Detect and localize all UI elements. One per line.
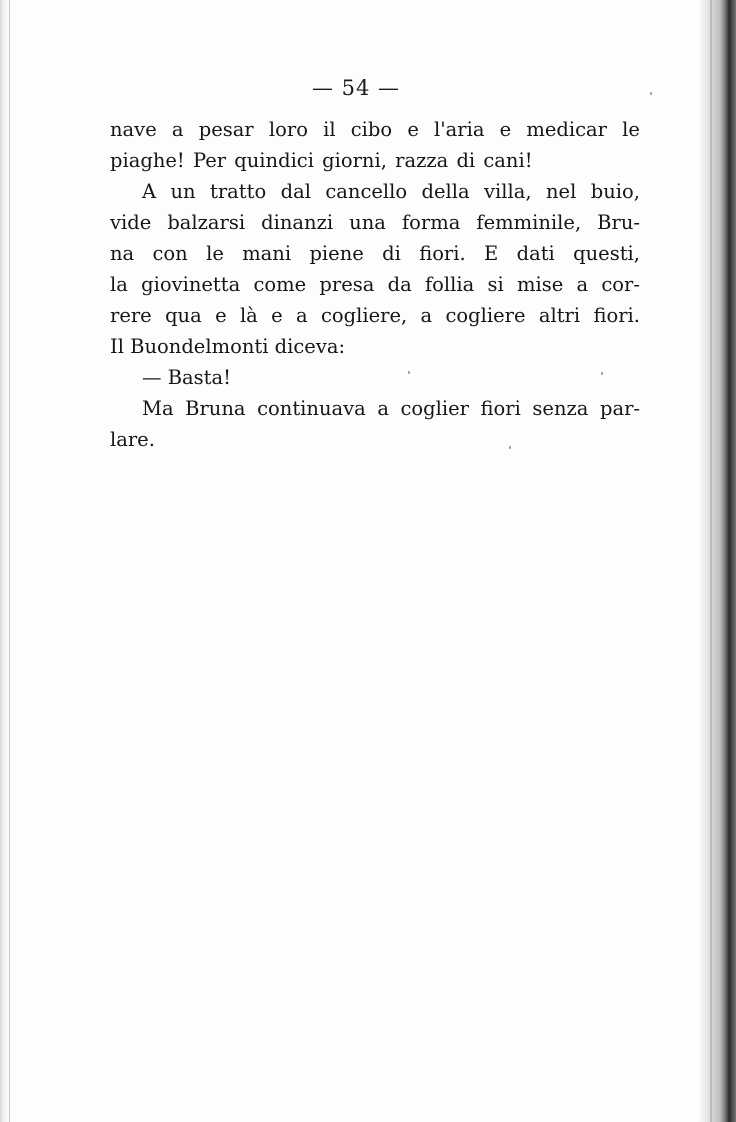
word: questi, <box>573 242 640 265</box>
body-text <box>110 114 640 455</box>
word: le <box>622 118 640 141</box>
word: cogliere <box>445 304 526 327</box>
word: Bru- <box>597 211 640 234</box>
word: a <box>576 273 589 296</box>
word: l'aria <box>434 118 485 141</box>
word: cor- <box>601 273 640 296</box>
word: fiori. <box>593 304 640 327</box>
word: e <box>407 118 419 141</box>
text-line-10 <box>110 393 640 424</box>
word: nave <box>110 118 157 141</box>
word: par- <box>599 397 640 420</box>
word: tratto <box>210 180 267 203</box>
word: cibo <box>350 118 393 141</box>
word: coglier <box>400 397 469 420</box>
word: cancello <box>325 180 408 203</box>
text-line-4 <box>110 207 640 238</box>
word: follia <box>424 273 475 296</box>
text-line-3 <box>110 176 640 207</box>
word: nel <box>545 180 577 203</box>
word: E <box>484 242 499 265</box>
page-left-margin-shadow <box>0 0 14 1122</box>
word: Bruna <box>185 397 246 420</box>
word: dinanzi <box>261 211 334 234</box>
text-line-8: Il Buondelmonti diceva: <box>110 335 346 358</box>
word: e <box>271 304 283 327</box>
word: dati <box>516 242 555 265</box>
print-speck <box>601 372 603 375</box>
word: giorni, <box>322 149 387 172</box>
word: vide <box>110 211 152 234</box>
word: Per <box>192 149 227 172</box>
word: il <box>323 118 336 141</box>
text-line-6 <box>110 269 640 300</box>
word: e <box>215 304 227 327</box>
word: di <box>456 149 476 172</box>
word: presa <box>319 273 375 296</box>
word: A <box>142 180 157 203</box>
word: e <box>499 118 512 141</box>
word: loro <box>268 118 308 141</box>
word: piaghe! <box>110 149 185 172</box>
word: mani <box>242 242 292 265</box>
word: di <box>382 242 401 265</box>
word: senza <box>532 397 589 420</box>
word: balzarsi <box>167 211 246 234</box>
word: della <box>421 180 470 203</box>
text-line-9: — Basta! <box>142 366 231 389</box>
text-line-11: lare. <box>110 428 155 451</box>
word: razza <box>395 149 449 172</box>
print-speck <box>650 92 652 95</box>
word: fiori <box>480 397 521 420</box>
word: una <box>349 211 386 234</box>
word: da <box>387 273 412 296</box>
word: mise <box>516 273 564 296</box>
word: fiori. <box>419 242 466 265</box>
page-left-fold-line <box>9 0 10 1122</box>
word: con <box>152 242 188 265</box>
word: Ma <box>142 397 174 420</box>
word: a <box>420 304 433 327</box>
word: cogliere, <box>320 304 408 327</box>
word: cani! <box>483 149 533 172</box>
page-number: — 54 — <box>311 76 401 100</box>
word: un <box>170 180 196 203</box>
text-line-2 <box>110 145 640 176</box>
page-right-fold-line <box>710 0 712 1122</box>
word: quindici <box>234 149 314 172</box>
word: na <box>110 242 135 265</box>
page-right-binding-shadow <box>698 0 736 1122</box>
word: la <box>110 273 128 296</box>
word: dal <box>280 180 311 203</box>
word: altri <box>538 304 581 327</box>
word: a <box>296 304 308 327</box>
print-speck <box>408 371 410 374</box>
text-line-1 <box>110 114 640 145</box>
word: medicar <box>526 118 607 141</box>
word: le <box>206 242 224 265</box>
text-line-5 <box>110 238 640 269</box>
print-speck <box>509 446 511 449</box>
word: a <box>377 397 389 420</box>
word: a <box>171 118 184 141</box>
word: femminile, <box>476 211 582 234</box>
word: si <box>487 273 504 296</box>
word: come <box>253 273 307 296</box>
word: giovinetta <box>141 273 241 296</box>
word: villa, <box>484 180 532 203</box>
word: forma <box>401 211 461 234</box>
word: là <box>239 304 258 327</box>
word: qua <box>165 304 202 327</box>
word: piene <box>309 242 364 265</box>
word: continuava <box>257 397 366 420</box>
text-line-7 <box>110 300 640 331</box>
word: buio, <box>590 180 640 203</box>
word: pesar <box>198 118 254 141</box>
word: rere <box>110 304 152 327</box>
